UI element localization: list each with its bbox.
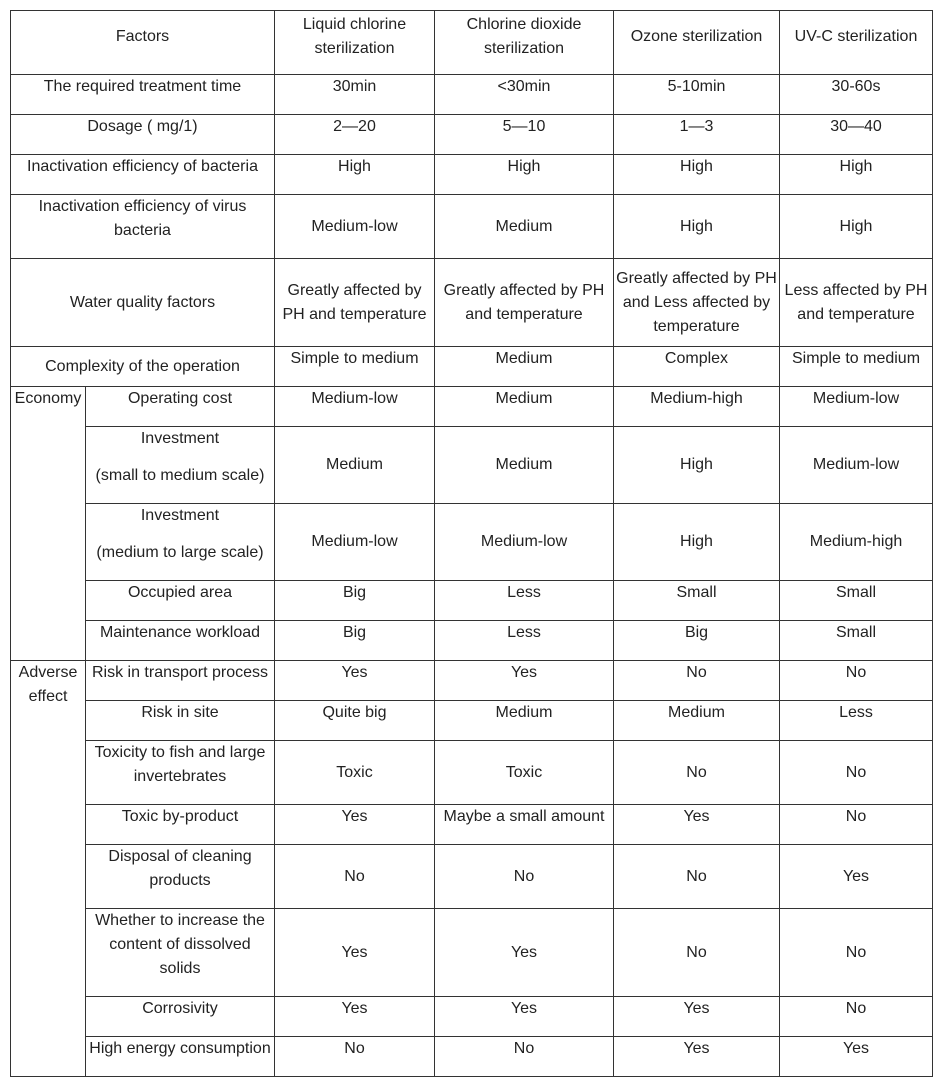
value-cell-ozone: High [614,427,780,504]
value-cell-liquid-chlorine: Big [275,621,435,661]
row-label-sub: (medium to large scale) [96,544,264,561]
value-cell-chlorine-dioxide: Yes [435,997,614,1037]
value-cell-ozone: No [614,909,780,997]
table-row [11,621,933,661]
value-cell-uv-c: Small [780,621,933,661]
value-cell-ozone: Big [614,621,780,661]
value-cell-uv-c: Less affected by PH and temperature [780,259,933,347]
value-cell-liquid-chlorine: 2—20 [275,115,435,155]
value-cell-uv-c: Small [780,581,933,621]
row-label: Corrosivity [86,997,275,1037]
value-cell-uv-c: Yes [780,845,933,909]
value-cell-ozone: Yes [614,805,780,845]
value-cell-uv-c: Yes [780,1037,933,1077]
row-label: Operating cost [86,387,275,427]
table-row [11,701,933,741]
method-header-uv-c: UV-C sterilization [780,11,933,75]
row-label: Disposal of cleaning products [86,845,275,909]
value-cell-ozone: High [614,155,780,195]
value-cell-ozone: Medium-high [614,387,780,427]
table-row [11,504,933,581]
row-label [86,504,275,581]
table-body [11,11,933,1077]
value-cell-liquid-chlorine: No [275,845,435,909]
value-cell-ozone: 5-10min [614,75,780,115]
row-label [86,427,275,504]
factors-header: Factors [11,11,275,75]
row-label: Risk in site [86,701,275,741]
row-label: Toxicity to fish and large invertebrates [86,741,275,805]
value-cell-chlorine-dioxide: Yes [435,661,614,701]
adverse-effect-category-label: Adverse effect [11,661,86,1077]
table-row [11,387,933,427]
table-row [11,155,933,195]
row-label-main: Investment [140,430,220,447]
value-cell-uv-c: Medium-low [780,387,933,427]
value-cell-uv-c: High [780,195,933,259]
table-row [11,805,933,845]
table-row [11,347,933,387]
value-cell-uv-c: Simple to medium [780,347,933,387]
value-cell-ozone: 1—3 [614,115,780,155]
table-row [11,909,933,997]
value-cell-liquid-chlorine: Yes [275,909,435,997]
row-label: Complexity of the operation [11,347,275,387]
table-row [11,115,933,155]
value-cell-uv-c: No [780,909,933,997]
value-cell-chlorine-dioxide: Medium-low [435,504,614,581]
value-cell-uv-c: 30—40 [780,115,933,155]
table-row [11,427,933,504]
table-row [11,1037,933,1077]
value-cell-ozone: Medium [614,701,780,741]
row-label: Toxic by-product [86,805,275,845]
row-label: Dosage ( mg/1) [11,115,275,155]
value-cell-chlorine-dioxide: Yes [435,909,614,997]
value-cell-chlorine-dioxide: No [435,1037,614,1077]
table-row [11,741,933,805]
value-cell-uv-c: No [780,805,933,845]
value-cell-ozone: High [614,195,780,259]
value-cell-chlorine-dioxide: No [435,845,614,909]
value-cell-uv-c: Less [780,701,933,741]
value-cell-chlorine-dioxide: Medium [435,195,614,259]
value-cell-ozone: Yes [614,1037,780,1077]
value-cell-chlorine-dioxide: Maybe a small amount [435,805,614,845]
sterilization-comparison-table [10,10,933,1077]
value-cell-uv-c: No [780,741,933,805]
row-label: Maintenance workload [86,621,275,661]
value-cell-chlorine-dioxide: Greatly affected by PH and temperature [435,259,614,347]
value-cell-uv-c: Medium-high [780,504,933,581]
economy-category-label: Economy [11,387,86,661]
value-cell-liquid-chlorine: Toxic [275,741,435,805]
value-cell-ozone: Yes [614,997,780,1037]
row-label: Inactivation efficiency of bacteria [11,155,275,195]
header-row [11,11,933,75]
value-cell-liquid-chlorine: Medium [275,427,435,504]
value-cell-liquid-chlorine: Yes [275,661,435,701]
row-label-sub: (small to medium scale) [95,467,265,484]
table-row [11,75,933,115]
row-label-main: Investment [140,507,220,524]
value-cell-chlorine-dioxide: 5—10 [435,115,614,155]
method-header-chlorine-dioxide: Chlorine dioxide sterilization [435,11,614,75]
value-cell-chlorine-dioxide: Less [435,621,614,661]
value-cell-liquid-chlorine: Big [275,581,435,621]
row-label: Risk in transport process [86,661,275,701]
value-cell-liquid-chlorine: 30min [275,75,435,115]
value-cell-uv-c: Medium-low [780,427,933,504]
row-label: Whether to increase the content of dissolved solids [86,909,275,997]
value-cell-liquid-chlorine: No [275,1037,435,1077]
value-cell-liquid-chlorine: Yes [275,805,435,845]
value-cell-chlorine-dioxide: Medium [435,387,614,427]
row-label: Occupied area [86,581,275,621]
table-row [11,845,933,909]
value-cell-uv-c: High [780,155,933,195]
value-cell-ozone: Small [614,581,780,621]
value-cell-chlorine-dioxide: High [435,155,614,195]
table-row [11,195,933,259]
value-cell-uv-c: No [780,661,933,701]
row-label: High energy consumption [86,1037,275,1077]
value-cell-chlorine-dioxide: Medium [435,427,614,504]
value-cell-liquid-chlorine: Medium-low [275,504,435,581]
value-cell-ozone: No [614,845,780,909]
value-cell-liquid-chlorine: Greatly affected by PH and temperature [275,259,435,347]
value-cell-liquid-chlorine: Quite big [275,701,435,741]
table-row [11,997,933,1037]
value-cell-ozone: High [614,504,780,581]
method-header-ozone: Ozone sterilization [614,11,780,75]
value-cell-ozone: No [614,741,780,805]
value-cell-chlorine-dioxide: Toxic [435,741,614,805]
row-label: Inactivation efficiency of virus bacteria [11,195,275,259]
value-cell-liquid-chlorine: Yes [275,997,435,1037]
value-cell-uv-c: No [780,997,933,1037]
value-cell-chlorine-dioxide: Less [435,581,614,621]
value-cell-liquid-chlorine: Medium-low [275,387,435,427]
table-row [11,661,933,701]
value-cell-liquid-chlorine: High [275,155,435,195]
value-cell-uv-c: 30-60s [780,75,933,115]
value-cell-chlorine-dioxide: <30min [435,75,614,115]
value-cell-chlorine-dioxide: Medium [435,701,614,741]
value-cell-liquid-chlorine: Medium-low [275,195,435,259]
row-label: Water quality factors [11,259,275,347]
row-label: The required treatment time [11,75,275,115]
value-cell-chlorine-dioxide: Medium [435,347,614,387]
value-cell-ozone: Greatly affected by PH and Less affected by temperature [614,259,780,347]
table-row [11,581,933,621]
value-cell-liquid-chlorine: Simple to medium [275,347,435,387]
table-row [11,259,933,347]
method-header-liquid-chlorine: Liquid chlorine sterilization [275,11,435,75]
value-cell-ozone: Complex [614,347,780,387]
value-cell-ozone: No [614,661,780,701]
